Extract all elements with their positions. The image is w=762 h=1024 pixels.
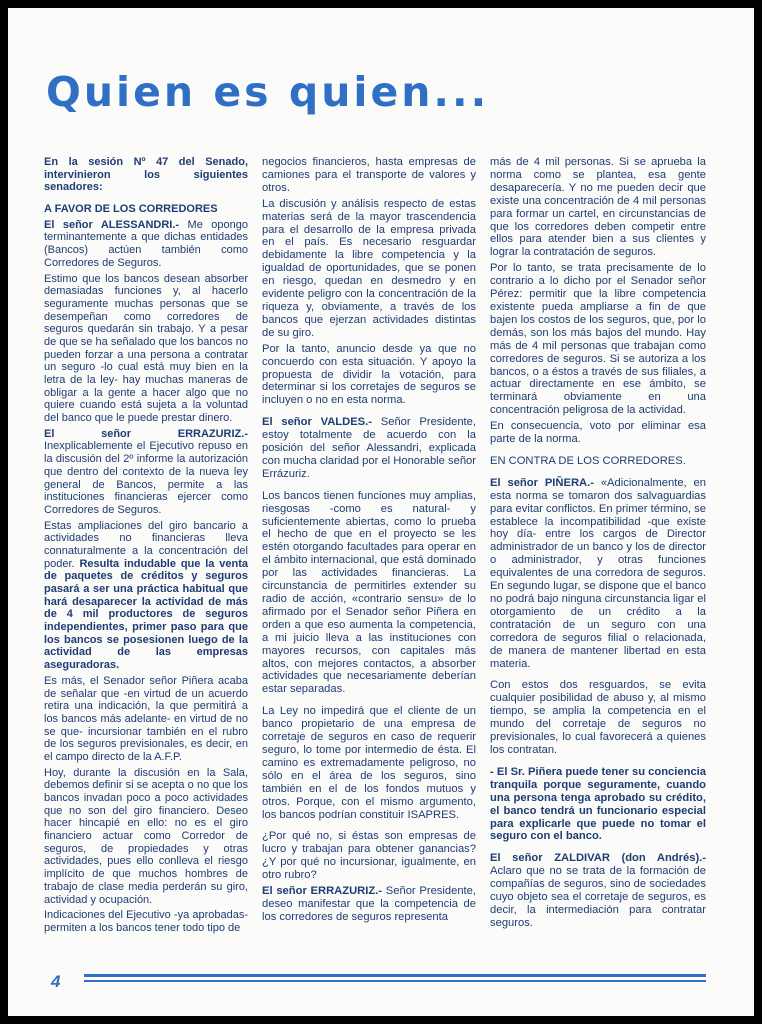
paragraph: La Ley no impedirá que el cliente de un banco propietario de una empresa de corretaje de seguros en caso de requerir seguro, lo tome por intermedio de ésta. El camino es extremadamente peligroso, no sólo en el área de los seguros, sino también en el de los fondos mutuos y otros. Porque, con el mismo argumento, los bancos podrían constituir ISAPRES. [262, 705, 476, 821]
text-column-2 [262, 156, 476, 927]
page-number: 4 [51, 972, 61, 991]
paragraph: En consecuencia, voto por eliminar esa parte de la norma. [490, 420, 706, 446]
footer-rule [84, 974, 706, 977]
speech-text: «Adicionalmente, en esta norma se tomaron dos salvaguardias para evitar conflictos. En primer término, se establece la incompatibilidad -que existe hoy día- entre los cargos de Director administrador de un banco y los de director o administrador, y otras funciones equivalentes de una corredora de seguros. En segundo lugar, se dispone que el banco no podrá bajo ninguna circunstancia ligar el otorgamiento de un crédito a la contratación de un seguro con una corredora de seguros filial o relacionada, de manera de mantener libertad en esta materia. [490, 476, 706, 670]
speaker-name: El señor ZALDIVAR (don Andrés).- [490, 852, 706, 865]
paragraph: ¿Por qué no, si éstas son empresas de lucro y trabajan para obtener ganancias? ¿Y por qué no incursionar, igualmente, en otro rubro? [262, 830, 476, 882]
paragraph: Con estos dos resguardos, se evita cualquier posibilidad de abuso y, al mismo tiempo, se amplia la competencia en el mundo del corretaje de seguros no previsionales, lo cual favorecerá a quienes los contratan. [490, 679, 706, 756]
speaker-name: El señor PIÑERA.- [490, 476, 594, 489]
footer-rule-thin [84, 980, 706, 982]
text-column-3 [490, 156, 706, 933]
magazine-page [8, 8, 754, 1016]
paragraph: Por lo tanto, se trata precisamente de lo contrario a lo dicho por el Senador señor Pérez: permitir que la libre competencia existente pueda ampliarse a fin de que bajen los costos de los seguros, que, por lo demás, son los más bajos del mundo. Hay más de 4 mil personas que trabajan como corredores de seguros. Si se autoriza a los bancos, o a éstos a través de sus filiales, a actuar directamente en ese ámbito, se terminará obviamente en una concentración peligrosa de la actividad. [490, 262, 706, 417]
paragraph: negocios financieros, hasta empresas de camiones para el transporte de valores y otros. [262, 156, 476, 194]
emphasis-text: Resulta indudable que la venta de paquetes de créditos y seguros pasará a ser una práctica habitual que hará desaparecer la actividad de más de 4 mil productores de seguros independientes, primer paso para que los bancos se posesionen luego de la actividad de las empresas aseguradoras. [44, 557, 248, 672]
paragraph-errazuriz [44, 428, 248, 517]
paragraph: Por la tanto, anuncio desde ya que no concuerdo con esta situación. Y apoyo la propuesta de dividir la votación, para determinar si los corretajes de seguros se incluyen o no en esta norma. [262, 342, 476, 407]
speaker-name: El señor ERRAZURIZ.- [44, 427, 248, 440]
page-title: Quien es quien... [46, 68, 490, 116]
speech-text: Estas ampliaciones del giro bancario a actividades no financieras lleva connaturalmente a la concentración del poder. [44, 519, 248, 570]
paragraph: Es más, el Senador señor Piñera acaba de señalar que -en virtud de un acuerdo retira una indicación, la que permitirá a los bancos más adelante- en virtud de no se que- incursionar también en el rubro de los seguros previsionales, es decir, en el campo directo de la A.F.P. [44, 674, 248, 763]
paragraph: Indicaciones del Ejecutivo -ya aprobadas- permiten a los bancos tener todo tipo de [44, 909, 248, 934]
paragraph: La discusión y análisis respecto de estas materias será de la mayor trascendencia para el desarrollo de la empresa privada en el país. Es necesario resguardar debidamente la libre competencia y la igualdad de oportunidades, que se ponen en riesgo, quedan en desmedro y en evidente peligro con la concentración de la riqueza y, obviamente, a través de los bancos que ejerzan actividades distintas de su giro. [262, 197, 476, 339]
speech-text: Señor Presidente, estoy totalmente de acuerdo con la posición del señor Alessandri, explicada con mucha claridad por el Honorable señor Errázuriz. [262, 416, 476, 480]
speech-text: Aclaro que no se trata de la formación de compañías de seguros, sino de sociedades cuyo objeto sea el corretaje de seguros, es decir, la intermediación para contratar seguros. [490, 865, 706, 929]
speaker-name: El señor ERRAZURIZ.- [262, 885, 383, 898]
paragraph: más de 4 mil personas. Si se aprueba la norma como se plantea, esa gente desaparecería. Y no me pueden decir que existe una concentración de 4 mil personas para formar un cartel, en circunstancias de que los corredores deben competir entre ellos para atender bien a sus clientes y lograr la contratación de seguros. [490, 156, 706, 259]
paragraph-errazuriz-2 [262, 885, 476, 924]
text-column-1 [44, 156, 248, 938]
bold-comment: - El Sr. Piñera puede tener su conciencia tranquila porque seguramente, cuando una persona tenga aprobado su crédito, el banco tendrá un funcionario especial para explicarle que puede no tomar el seguro con el banco. [490, 765, 706, 843]
paragraph-valdes [262, 416, 476, 481]
section-heading-favor: A FAVOR DE LOS CORREDORES [44, 203, 218, 216]
speech-text: Señor Presidente, deseo manifestar que la competencia de los corredores de seguros representa [262, 885, 476, 923]
paragraph-pinera [490, 477, 706, 671]
intro-paragraph: En la sesión Nº 47 del Senado, intervinieron los siguientes senadores: [44, 156, 248, 194]
speech-text: Inexplicablemente el Ejecutivo repuso en la discusión del 2º informe la autorización que dentro del contexto de la nueva ley general de Bancos, permite a las instituciones financieras ejercer como Corredores de Seguros. [44, 440, 248, 516]
paragraph: Los bancos tienen funciones muy amplias, riesgosas -como es natural- y suficientemente abiertas, como lo prueba el hecho de que en el proyecto se les estén otorgando facultades para operar en el ámbito internacional, que está dominado por las actividades financieras. La circunstancia de permitirles extender su radio de acción, «contrario sensu» de lo afirmado por el Senador señor Piñera en orden a que eso aumenta la competencia, a mi juicio lleva a las instituciones con mayores recursos, con capitales más altos, con mejores contactos, a absorber actividades que necesariamente deberían estar separadas. [262, 489, 476, 696]
section-heading-contra: EN CONTRA DE LOS CORREDORES. [490, 454, 686, 467]
paragraph-zaldivar [490, 852, 706, 929]
paragraph [44, 520, 248, 672]
paragraph: Hoy, durante la discusión en la Sala, debemos definir si se acepta o no que los bancos invadan poco a poco actividades que no son del giro financiero. Deseo hacer hincapié en ello: no es el giro financiero actuar como Corredor de seguros, de propiedades y otras actividades, pues ello conlleva el riesgo implícito de que muchos hombres de trabajo de clase media perderán su giro, actividad y ocupación. [44, 766, 248, 906]
speaker-name: El señor VALDES.- [262, 416, 372, 429]
paragraph: Estimo que los bancos desean absorber demasiadas funciones y, al hacerlo seguramente muchas personas que se desempeñan como corredores de seguros quedarán sin trabajo. Y a pesar de que se ha señalado que los bancos no pueden forzar a una persona a contratar un seguro -lo cual está muy bien en la letra de la ley- hay muchas maneras de obligar a la gente a hacer algo que no quiere cuando está sujeta a la voluntad del banco que le puede prestar dinero. [44, 272, 248, 425]
speech-text: Me opongo terminantemente a que dichas entidades (Bancos) actúen también como Corredores de Seguros. [44, 218, 248, 269]
paragraph-alessandri [44, 219, 248, 270]
speaker-name: El señor ALESSANDRI.- [44, 218, 180, 231]
